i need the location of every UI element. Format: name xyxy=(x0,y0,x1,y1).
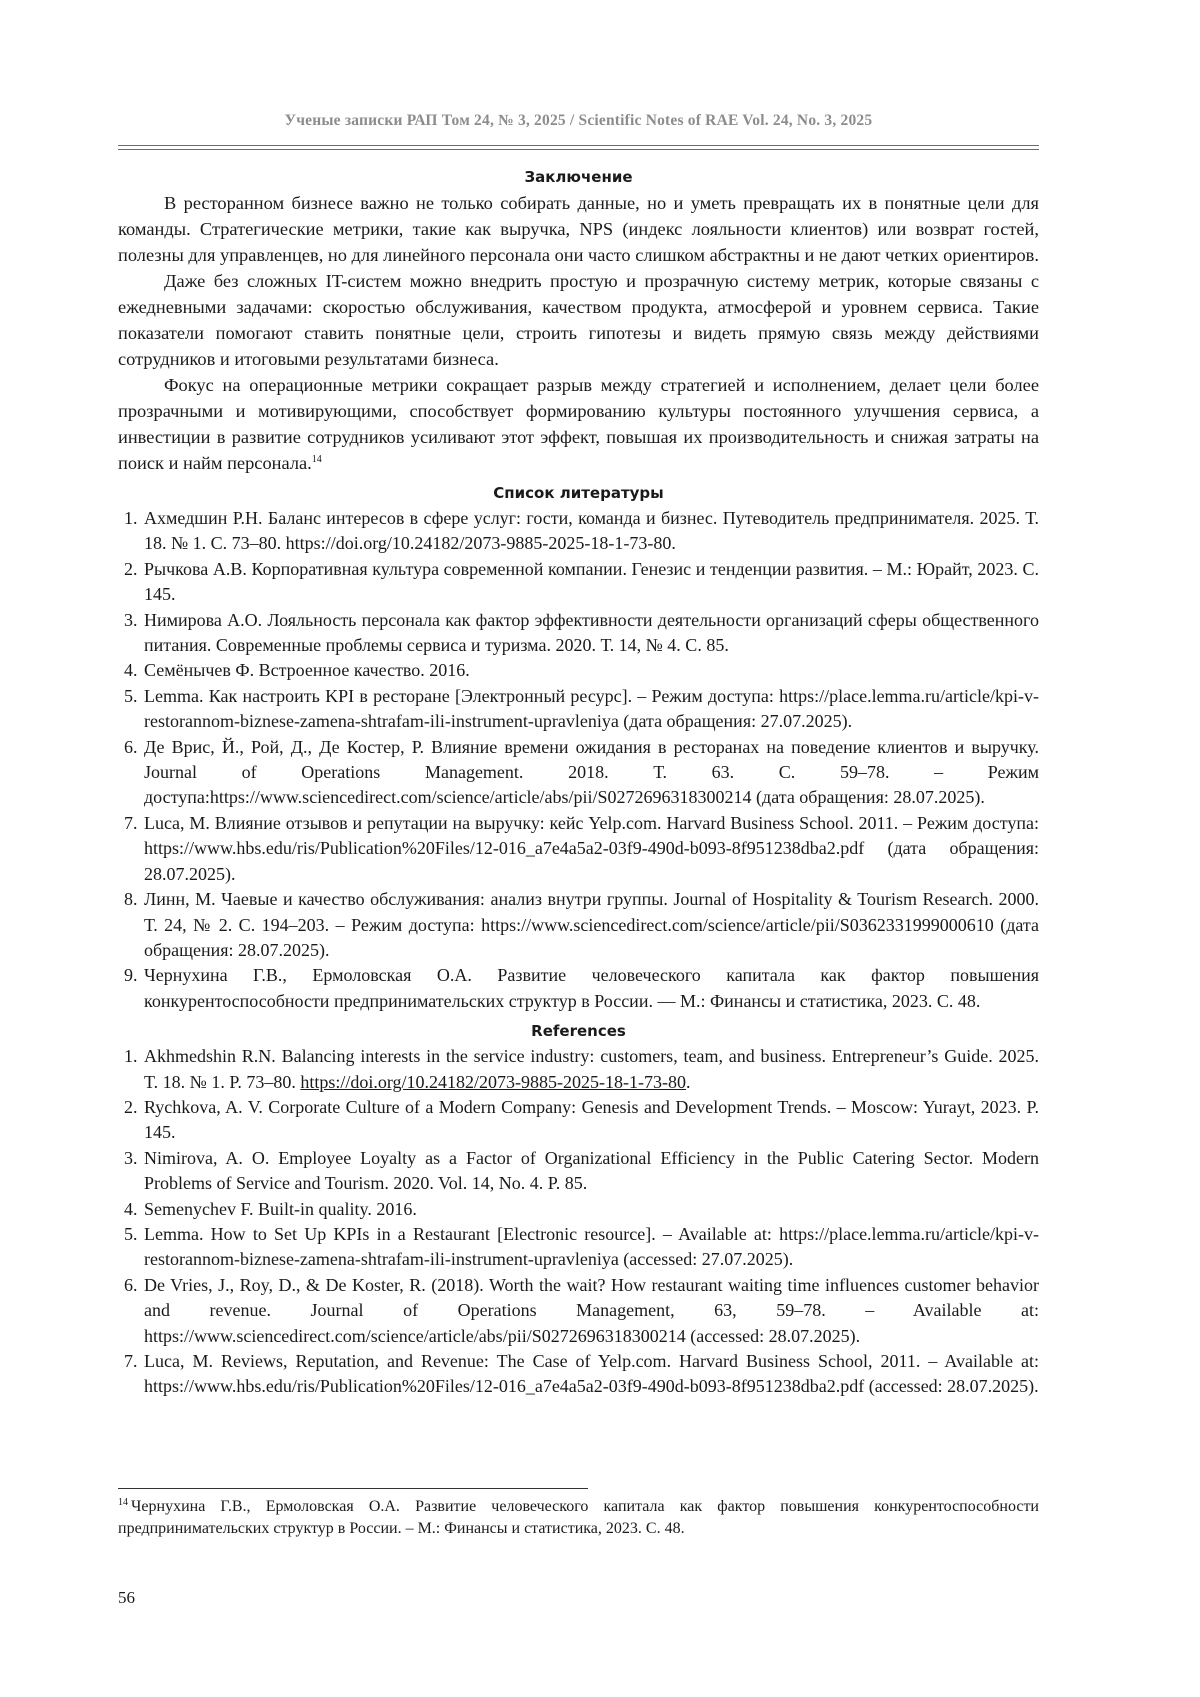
bibliography-item-number: 7. xyxy=(124,812,138,833)
references-list xyxy=(118,1044,1039,1400)
bibliography-item xyxy=(118,658,1039,683)
reference-item-text: Rychkova, A. V. Corporate Culture of a Modern Company: Genesis and Development Trends. – Moscow: Yurayt, 2023. P. 145. xyxy=(144,1096,1039,1143)
reference-item xyxy=(118,1222,1039,1273)
reference-item-number: 7. xyxy=(124,1351,138,1371)
bibliography-item-text: Линн, М. Чаевые и качество обслуживания: анализ внутри группы. Journal of Hospitality & Tourism Research. 2000. Т. 24, № 2. С. 194–203. – Режим доступа: https://www.sciencedirect.com/science/article/pii/S0362331999000610 (дата обращения: 28.07.2025). xyxy=(144,889,1039,960)
bibliography-item xyxy=(118,684,1039,735)
header-rule-top xyxy=(118,145,1039,146)
bibliography-item-text: Чернухина Г.В., Ермоловская О.А. Развитие человеческого капитала как фактор повышения конкурентоспособности предпринимательских структур в России. — М.: Финансы и статистика, 2023. С. 48. xyxy=(144,965,1039,1011)
bibliography-item xyxy=(118,963,1039,1014)
reference-item-text: De Vries, J., Roy, D., & De Koster, R. (2018). Worth the wait? How restaurant waiting time influences customer behavior and revenue. Journal of Operations Management, 63, 59–78. – Available at: https://www.sciencedirect.com/science/article/abs/pii/S0272696318300214 (accessed: 28.07.2025). xyxy=(144,1274,1039,1346)
bibliography-item xyxy=(118,735,1039,811)
bibliography-item-text: Luca, M. Влияние отзывов и репутации на выручку: кейс Yelp.com. Harvard Business School. 2011. – Режим доступа: https://www.hbs.edu/ris/Publication%20Files/12-016_a7e4a5a2-03f9-490d-b093-8f951238dba2.pdf (дата обращения: 28.07.2025). xyxy=(144,812,1039,884)
bibliography-item-number: 5. xyxy=(124,685,138,706)
bibliography-item-text: Ахмедшин Р.Н. Баланс интересов в сфере услуг: гости, команда и бизнес. Путеводитель предпринимателя. 2025. Т. 18. № 1. С. 73–80. https://doi.org/10.24182/2073-9885-2025-18-1-73-80. xyxy=(144,508,1039,554)
bibliography-heading: Список литературы xyxy=(493,484,664,502)
reference-item-number: 1. xyxy=(124,1046,138,1067)
bibliography-item-number: 6. xyxy=(124,736,138,757)
conclusion-paragraph-1: В ресторанном бизнесе важно не только собирать данные, но и уметь превращать их в понятные цели для команды. Стратегические метрики, такие как выручка, NPS (индекс лояльности клиентов) или возврат гостей, полезны для управленцев, но для линейного персонала они часто слишком абстрактны и не дают четких ориентиров. xyxy=(118,193,1039,265)
conclusion-paragraph-3 xyxy=(118,372,1039,476)
footnote-marker[interactable]: 14 xyxy=(311,453,322,465)
page-number: 56 xyxy=(118,1588,135,1607)
bibliography-item-text: Lemma. Как настроить KPI в ресторане [Электронный ресурс]. – Режим доступа: https://place.lemma.ru/article/kpi-v-restorannom-biznese-zamena-shtrafam-ili-instrument-upravleniya (дата обращения: 27.07.2025). xyxy=(144,685,1039,732)
bibliography-item-text: Нимирова А.О. Лояльность персонала как фактор эффективности деятельности организаций сферы общественного питания. Современные проблемы сервиса и туризма. 2020. Т. 14, № 4. С. 85. xyxy=(144,609,1039,656)
bibliography-item-number: 2. xyxy=(124,558,138,579)
bibliography-item-text: Семёнычев Ф. Встроенное качество. 2016. xyxy=(144,660,470,681)
header-rule-bottom xyxy=(118,149,1039,150)
bibliography-item-number: 9. xyxy=(124,965,138,986)
footnote-text: Чернухина Г.В., Ермоловская О.А. Развитие человеческого капитала как фактор повышения конкурентоспособности предпринимательских структур в России. – М.: Финансы и статистика, 2023. С. 48. xyxy=(118,1498,1039,1537)
main-content xyxy=(118,167,1039,1400)
bibliography-item xyxy=(118,811,1039,887)
bibliography-item xyxy=(118,506,1039,557)
bibliography-list xyxy=(118,506,1039,1014)
reference-item xyxy=(118,1146,1039,1197)
reference-item-number: 5. xyxy=(124,1223,138,1244)
reference-item-number: 6. xyxy=(124,1274,138,1295)
bibliography-item xyxy=(118,608,1039,659)
footnote xyxy=(118,1496,1039,1540)
reference-item xyxy=(118,1197,1039,1222)
conclusion-heading: Заключение xyxy=(524,168,633,186)
bibliography-item-number: 1. xyxy=(124,508,138,528)
bibliography-item-number: 4. xyxy=(124,660,138,681)
reference-item-text: Lemma. How to Set Up KPIs in a Restaurant [Electronic resource]. – Available at: https://place.lemma.ru/article/kpi-v-restorannom-biznese-zamena-shtrafam-ili-instrument-upravleniya (accessed: 27.07.2025). xyxy=(144,1223,1039,1270)
doi-link[interactable]: https://doi.org/10.24182/2073-9885-2025-18-1-73-80 xyxy=(300,1071,687,1092)
reference-item-number: 2. xyxy=(124,1096,138,1117)
reference-item xyxy=(118,1349,1039,1400)
reference-item-text: Semenychev F. Built-in quality. 2016. xyxy=(144,1198,417,1219)
bibliography-item xyxy=(118,887,1039,963)
reference-item-number: 3. xyxy=(124,1147,138,1168)
reference-item xyxy=(118,1273,1039,1349)
conclusion-paragraph-3-text: Фокус на операционные метрики сокращает разрыв между стратегией и исполнением, делает цели более прозрачными и мотивирующими, способствует формированию культуры постоянного улучшения сервиса, а инвестиции в развитие сотрудников усиливают этот эффект, повышая их производительность и снижая затраты на поиск и найм персонала. xyxy=(118,375,1039,473)
bibliography-item-number: 8. xyxy=(124,889,138,910)
bibliography-item-text: Де Врис, Й., Рой, Д., Де Костер, Р. Влияние времени ожидания в ресторанах на поведение клиентов и выручку. Journal of Operations Management. 2018. Т. 63. С. 59–78. – Режим доступа:https://www.sciencedirect.com/science/article/abs/pii/S0272696318300214 (дата обращения: 28.07.2025). xyxy=(144,736,1039,808)
bibliography-item xyxy=(118,557,1039,608)
reference-item-text: Akhmedshin R.N. Balancing interests in the service industry: customers, team, and business. Entrepreneur’s Guide. 2025. T. 18. № 1. P. 73–80. xyxy=(144,1046,1039,1092)
conclusion-paragraph-2: Даже без сложных IT-систем можно внедрить простую и прозрачную систему метрик, которые связаны с ежедневными задачами: скоростью обслуживания, качеством продукта, атмосферой и уровнем сервиса. Такие показатели помогают ставить понятные цели, строить гипотезы и видеть прямую связь между действиями сотрудников и итоговыми результатами бизнеса. xyxy=(118,271,1039,369)
reference-item-text: Luca, M. Reviews, Reputation, and Revenue: The Case of Yelp.com. Harvard Business School, 2011. – Available at: https://www.hbs.edu/ris/Publication%20Files/12-016_a7e4a5a2-03f9-490d-b093-8f951238dba2.pdf (accessed: 28.07.2025). xyxy=(144,1351,1039,1397)
reference-item xyxy=(118,1044,1039,1095)
reference-item xyxy=(118,1095,1039,1146)
reference-item-text: Nimirova, A. O. Employee Loyalty as a Factor of Organizational Efficiency in the Public Catering Sector. Modern Problems of Service and Tourism. 2020. Vol. 14, No. 4. P. 85. xyxy=(144,1147,1039,1194)
bibliography-item-text: Рычкова А.В. Корпоративная культура современной компании. Генезис и тенденции развития. – М.: Юрайт, 2023. С. 145. xyxy=(144,558,1039,605)
references-heading: References xyxy=(531,1022,626,1041)
footnote-number: 14 xyxy=(118,1496,128,1508)
reference-item-number: 4. xyxy=(124,1198,138,1219)
reference-item-end: . xyxy=(686,1071,691,1092)
bibliography-item-number: 3. xyxy=(124,609,138,630)
footnote-rule xyxy=(118,1488,588,1489)
running-header: Ученые записки РАП Том 24, № 3, 2025 / Scientific Notes of RAE Vol. 24, No. 3, 2025 xyxy=(284,112,873,129)
